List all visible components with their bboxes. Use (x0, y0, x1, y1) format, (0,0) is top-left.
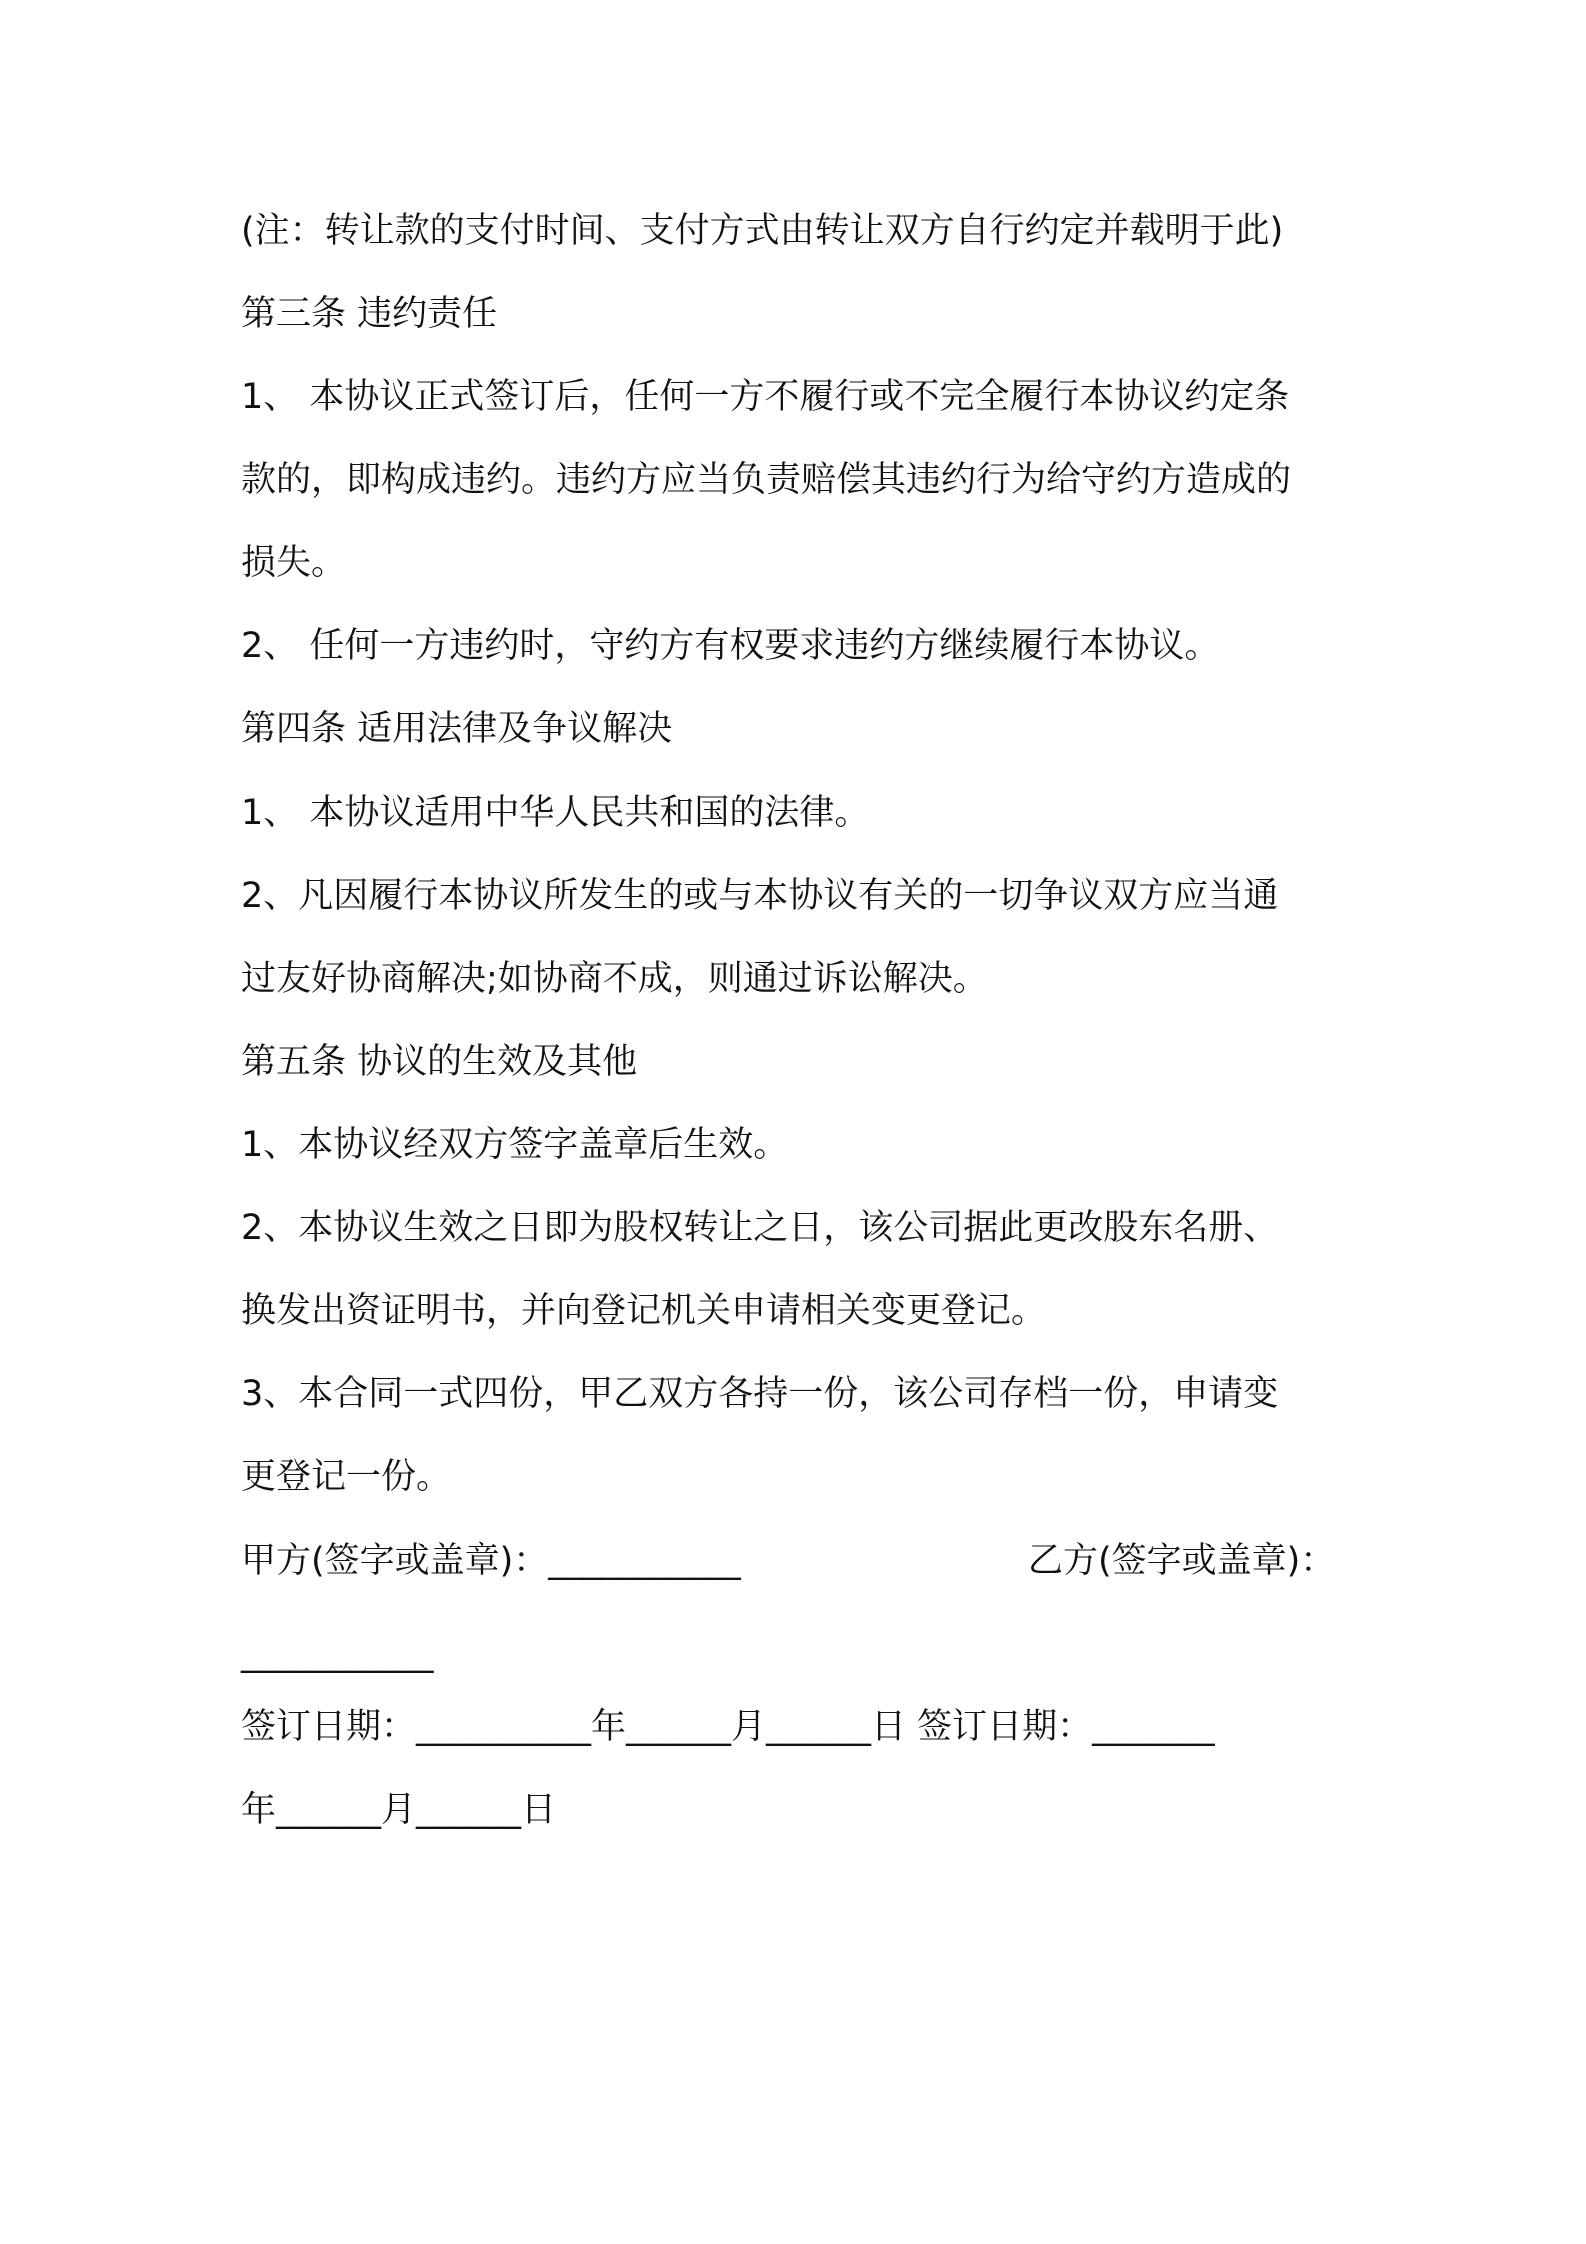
article-3-item-2: 2、 任何一方违约时，守约方有权要求违约方继续履行本协议。 (241, 626, 1220, 666)
article-4-item-1: 1、 本协议适用中华人民共和国的法律。 (241, 793, 870, 833)
signing-date-line-2: 年______月______日 (241, 1790, 557, 1830)
article-5-heading: 第五条 协议的生效及其他 (241, 1042, 638, 1082)
article-3-heading: 第三条 违约责任 (241, 294, 498, 334)
article-5-item-3-line-1: 3、本合同一式四份，甲乙双方各持一份，该公司存档一份，申请变 (241, 1374, 1279, 1414)
article-5-item-2-line-1: 2、本协议生效之日即为股权转让之日，该公司据此更改股东名册、 (241, 1208, 1279, 1248)
article-5-item-2-line-2: 换发出资证明书，并向登记机关申请相关变更登记。 (241, 1291, 1047, 1331)
article-5-item-1: 1、本协议经双方签字盖章后生效。 (241, 1125, 789, 1165)
article-3-item-1-line-2: 款的，即构成违约。违约方应当负责赔偿其违约行为给守约方造成的 (241, 460, 1292, 500)
article-5-item-3-line-2: 更登记一份。 (241, 1457, 452, 1497)
article-3-item-1-line-1: 1、 本协议正式签订后，任何一方不履行或不完全履行本协议约定条 (241, 377, 1290, 417)
signing-date-line-1: 签订日期：__________年______月______日 签订日期：_______ (241, 1707, 1215, 1747)
article-3-item-1-line-3: 损失。 (241, 543, 347, 583)
party-a-signature: 甲方(签字或盖章)：___________ (241, 1541, 741, 1581)
party-b-signature-blank: ___________ (241, 1634, 434, 1674)
article-4-heading: 第四条 适用法律及争议解决 (241, 709, 673, 749)
payment-note: (注：转让款的支付时间、支付方式由转让双方自行约定并载明于此) (241, 211, 1284, 251)
article-4-item-2-line-1: 2、凡因履行本协议所发生的或与本协议有关的一切争议双方应当通 (241, 876, 1279, 916)
article-4-item-2-line-2: 过友好协商解决;如协商不成，则通过诉讼解决。 (241, 959, 988, 999)
party-b-signature: 乙方(签字或盖章)： (1028, 1541, 1336, 1581)
